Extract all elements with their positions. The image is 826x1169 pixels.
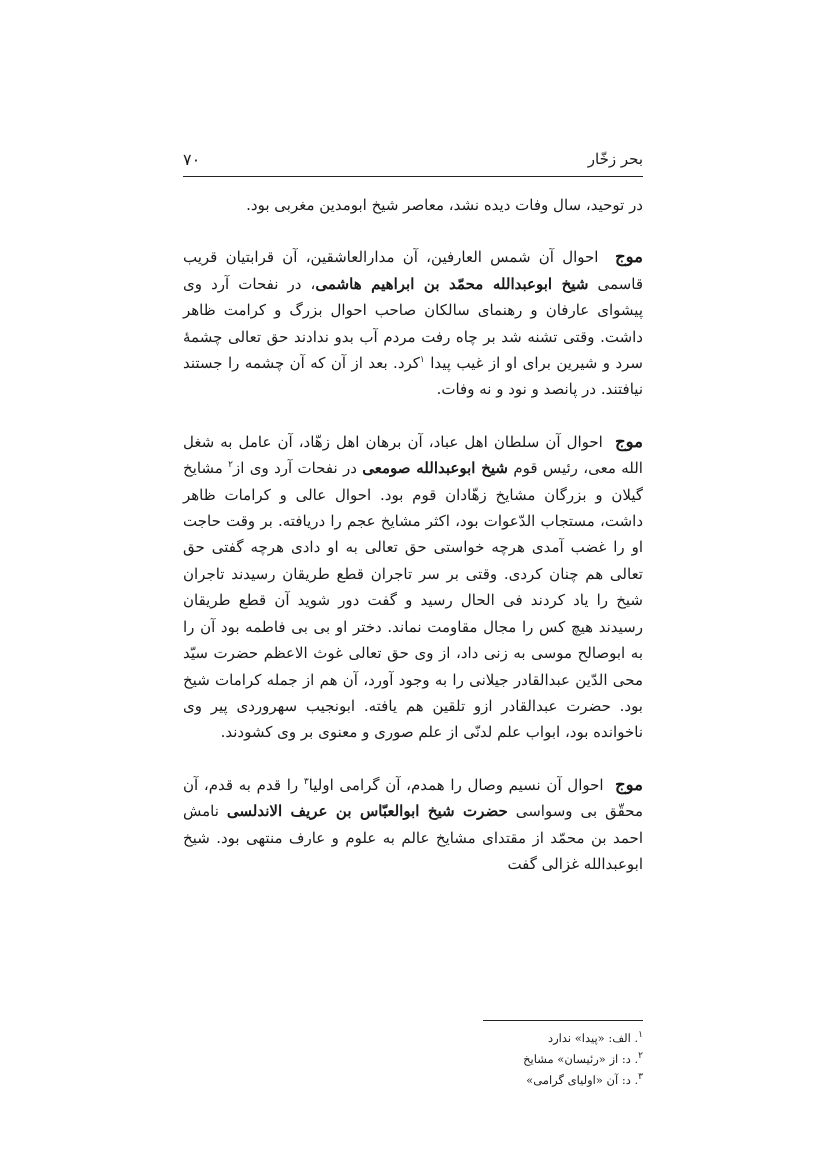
section-text: ، در نفحات آرد وی پیشوای عارفان و رهنمای سالکان صاحب احوال بزرگ و کرامت ظاهر داشت. وقتی تشنه شد بر چاه رفت مردم آب بدو ندادند حق تعالی چشمهٔ سرد و شیرین برای او از غیب پیدا xyxy=(183,274,643,373)
footnote-item xyxy=(183,1049,643,1070)
footnote-text: . د: آن «اولیای گرامی» xyxy=(526,1073,639,1087)
main-text xyxy=(183,192,643,877)
section-paragraph xyxy=(183,772,643,878)
section-text: نامش احمد بن محمّد از مقتدای مشایخ عالم به علوم و عارف منتهی بود. شیخ ابوعبدالله غزالی گفت xyxy=(183,802,643,873)
footnote-number: ۱ xyxy=(638,1030,643,1041)
section-text: مشایخ گیلان و بزرگان مشایخ زهّادان قوم بود. احوال عالی و کرامات ظاهر داشت، مستجاب الدّعوات بود، اکثر مشایخ عجم را دریافته. بر وقت حاجت او را غضب آمدی هرچه خواستی حق تعالی به او دادی هرچه گفتی حق تعالی هم چنان کردی. وقتی بر سر تاجران قطع طریقان رسیدند تاجران شیخ را یاد کردند فی الحال رسید و گفت دور شوید آن قطع طریقان رسیدند هیچ کس را مجال مقاومت نماند. دختر او بی بی فاطمه بود آن را به ابوصالح موسی به زنی داد، از وی حق تعالی غوث الاعظم حضرت سیّد محی الدّین عبدالقادر جیلانی را به وجود آورد، آن هم از جمله کرامات شیخ بود. حضرت عبدالقادر ازو تلقین هم یافته. ابونجیب سهروردی پیر وی ناخوانده بود، ابواب علم لدنّی از علم صوری و معنوی بر وی کشودند. xyxy=(183,459,643,742)
intro-paragraph: در توحید، سال وفات دیده نشد، معاصر شیخ ابومدین مغربی بود. xyxy=(246,196,643,214)
footnote-text: . الف: «پیدا» ندارد xyxy=(547,1031,639,1045)
footnote-divider xyxy=(483,1020,643,1021)
section-text: احوال آن شمس العارفین، آن مدارالعاشقین، آن قرابتیان قریب قاسمی xyxy=(183,248,643,293)
person-name: شیخ ابوعبدالله صومعی xyxy=(362,459,508,478)
person-name: شیخ ابوعبدالله محمّد بن ابراهیم هاشمی xyxy=(315,274,589,293)
footnote-number: ۳ xyxy=(638,1072,643,1083)
section-keyword: موج xyxy=(614,431,643,451)
running-title: بحر زخّار xyxy=(587,150,643,168)
footnote-mark[interactable]: ۱ xyxy=(419,355,425,366)
footnote-mark[interactable]: ۲ xyxy=(228,460,234,471)
footnote-mark[interactable]: ۳ xyxy=(303,776,309,787)
running-header xyxy=(183,146,643,177)
section-keyword: موج xyxy=(614,247,643,267)
page-number: ۷۰ xyxy=(183,150,201,169)
footnote-text: . د: از «رئیسان» مشایخ xyxy=(523,1052,639,1066)
section-text: در نفحات آرد وی از xyxy=(233,459,357,478)
footnote-list xyxy=(183,1028,643,1091)
section-keyword: موج xyxy=(614,774,643,794)
person-name: حضرت شیخ ابوالعبّاس بن عریف الاندلسی xyxy=(226,802,508,821)
section-text: کرد. بعد از آن که آن چشمه را جستند نیافتند. در پانصد و نود و نه وفات. xyxy=(183,354,643,399)
footnote-number: ۲ xyxy=(638,1051,643,1062)
footnote-item xyxy=(183,1070,643,1091)
section-text: احوال آن نسیم وصال را همدم، آن گرامی اولیا xyxy=(308,775,604,794)
section-text: را قدم به قدم، آن محقّق بی وسواسی xyxy=(183,775,643,821)
section-paragraph xyxy=(183,429,643,746)
footnote-item xyxy=(183,1028,643,1049)
section-paragraph xyxy=(183,244,643,402)
section-text: احوال آن سلطان اهل عباد، آن برهان اهل زهّاد، آن عامل به شغل الله معی، رئیس قوم xyxy=(183,432,643,478)
